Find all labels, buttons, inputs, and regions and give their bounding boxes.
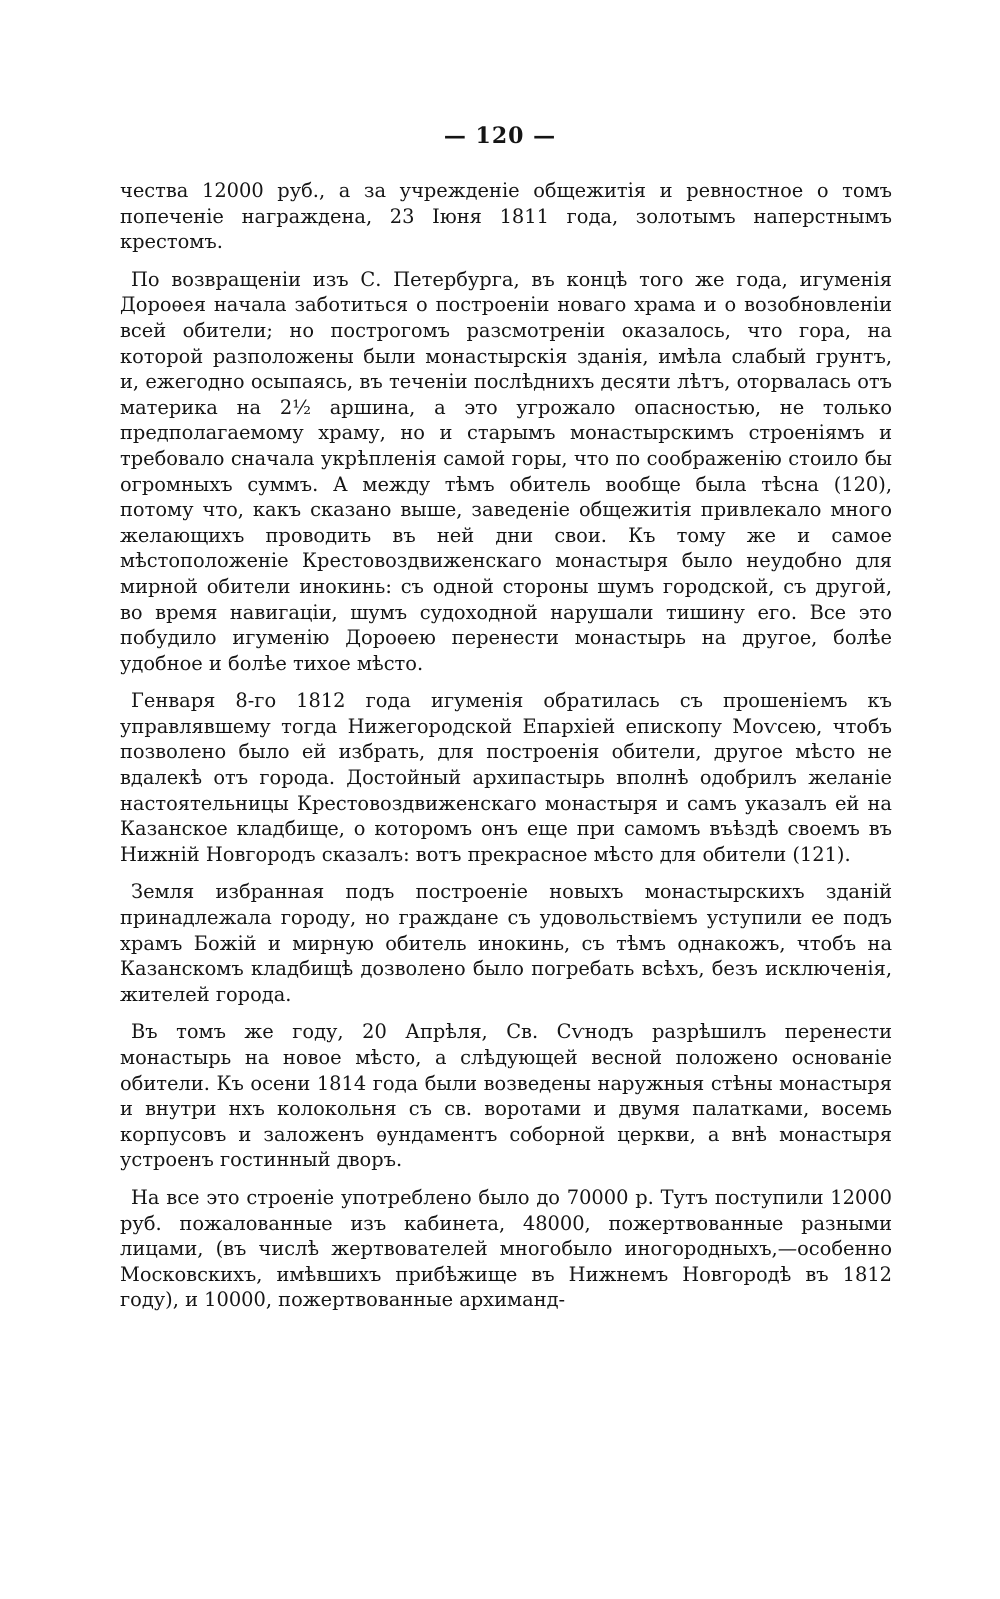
paragraph-4: Земля избранная подъ построеніе новыхъ монастырскихъ зданій принадлежала городу, но граждане съ удовольствіемъ уступили ее подъ храмъ Божій и мирную обитель инокинь, съ тѣмъ однакожъ, чтобъ на Казанскомъ кладбищѣ дозволено было погребать всѣхъ, безъ исключенія, жителей города.	[120, 880, 892, 1006]
paragraph-1: чества 12000 руб., а за учрежденіе общежитія и ревностное о томъ попеченіе награждена, 23 Іюня 1811 года, золотымъ наперстнымъ крестомъ.	[120, 179, 892, 254]
paragraph-5: Въ томъ же году, 20 Апрѣля, Св. Сѵнодъ разрѣшилъ перенести монастырь на новое мѣсто, а слѣдующей весной положено основаніе обители. Къ осени 1814 года были возведены наружныя стѣны монастыря и внутри нхъ колокольня съ св. воротами и двумя палатками, восемь корпусовъ и заложенъ ѳундаментъ соборной церкви, а внѣ монастыря устроенъ гостинный дворъ.	[120, 1020, 892, 1172]
paragraph-6: На все это строеніе употреблено было до 70000 р. Тутъ поступили 12000 руб. пожалованные изъ кабинета, 48000, пожертвованные разными лицами, (въ числѣ жертвователей многобыло иногородныхъ,—особенно Московскихъ, имѣвшихъ прибѣжище въ Нижнемъ Новгородѣ въ 1812 году), и 10000, пожертвованные архиманд-	[120, 1185, 892, 1312]
paragraph-2: По возвращеніи изъ С. Петербурга, въ концѣ того же года, игуменія Дороѳея начала заботиться о построеніи новаго храма и о возобновленіи всей обители; но построгомъ разсмотреніи оказалось, что гора, на которой разположены были монастырскія зданія, имѣла слабый грунтъ, и, ежегодно осыпаясь, въ теченіи послѣднихъ десяти лѣтъ, оторвалась отъ материка на 2½ аршина, а это угрожало опасностью, не только предполагаемому храму, но и старымъ монастырскимъ строеніямъ и требовало сначала укрѣпленія самой горы, что по соображенію стоило бы огромныхъ суммъ. А между тѣмъ обитель вообще была тѣсна (120), потому что, какъ сказано выше, заведеніе общежитія привлекало много желающихъ проводить въ ней дни свои. Къ тому же и самое мѣстоположеніе Крестовоздвиженскаго монастыря было неудобно для мирной обители инокинь: съ одной стороны шумъ городской, съ другой, во время навигаціи, шумъ судоходной нарушали тишину его. Все это побудило игуменію Дороѳею перенести монастырь на другое, болѣе удобное и болѣе тихое мѣсто.	[120, 267, 892, 675]
page-number: — 120 —	[443, 123, 557, 149]
paragraph-3: Генваря 8-го 1812 года игуменія обратилась съ прошеніемъ къ управлявшему тогда Нижегородской Епархіей епископу Моѵсею, чтобъ позволено было ей избрать, для построенія обители, другое мѣсто не вдалекѣ отъ города. Достойный архипастырь вполнѣ одобрилъ желаніе настоятельницы Крестовоздвиженскаго монастыря и самъ указалъ ей на Казанское кладбище, о которомъ онъ еще при самомъ въѣздѣ своемъ въ Нижній Новгородъ сказалъ: вотъ прекрасное мѣсто для обители (121).	[120, 689, 892, 866]
page-text	[120, 178, 892, 1313]
